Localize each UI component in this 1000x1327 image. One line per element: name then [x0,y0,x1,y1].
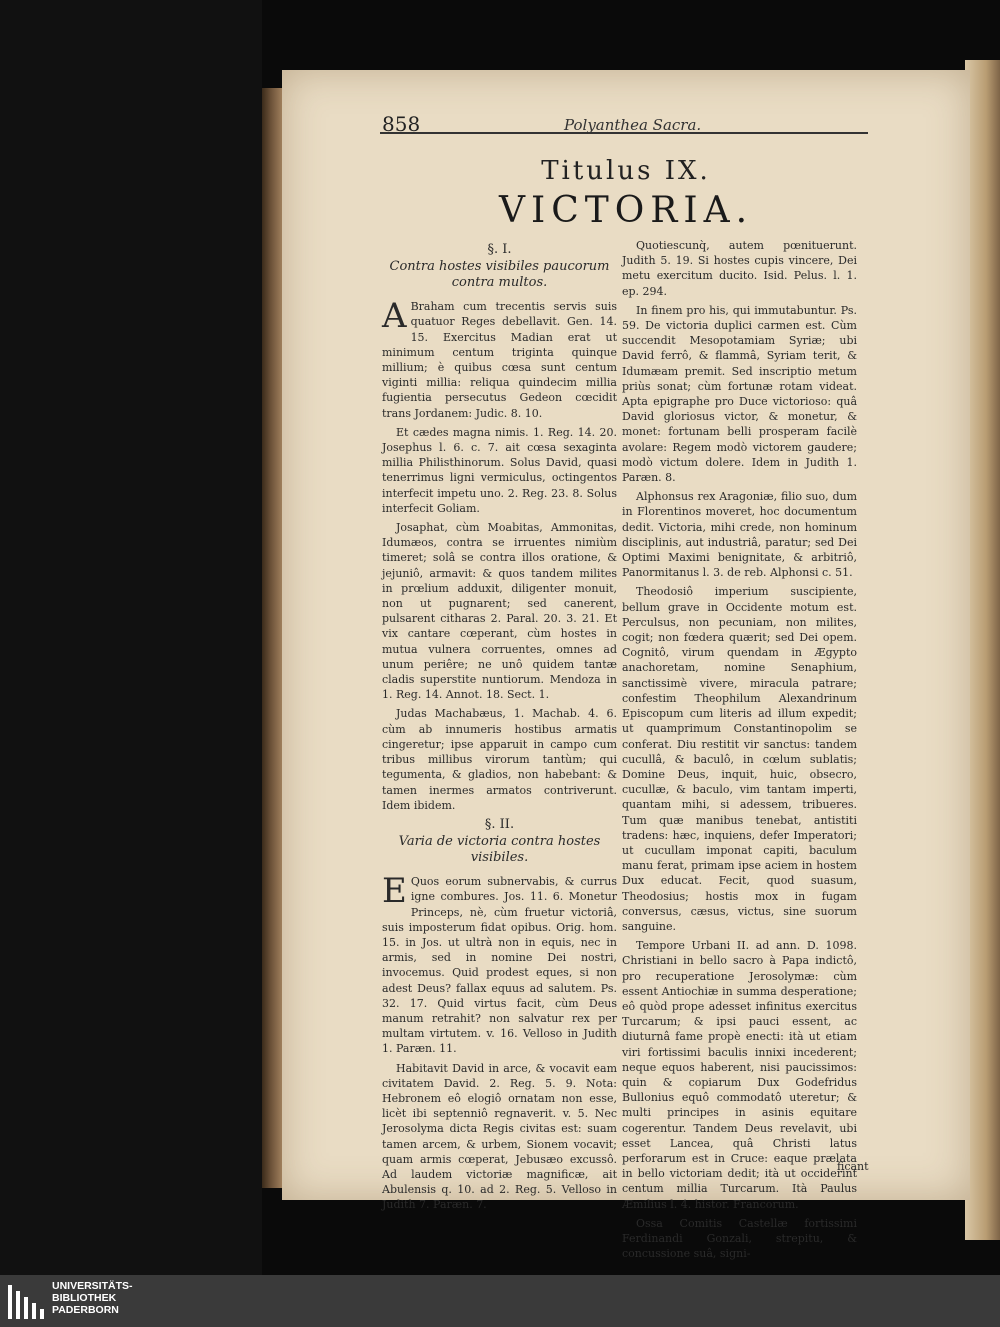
drop-cap: E [382,871,407,912]
section-heading: §. I. [487,242,512,257]
paragraph: Quotiescunq̀, autem pœnituerunt. Judith 5. 19. Si hostes cupis vincere, Dei metu exercitum ducito. Isid. Pelus. l. 1. ep. 294. [622,239,857,298]
main-title: VICTORIA. [498,190,754,231]
catchword: ficant [837,1160,869,1173]
paragraph: Tempore Urbani II. ad ann. D. 1098. Christiani in bello sacro à Papa indictô, pro recuperatione Jerosolymæ: cùm essent Antiochiæ in summa desperatione; eô quòd prope adesset infinitus exercitus Turcarum; & ipsi pauci essent, ac diuturnâ fame propè enecti: ità ut etiam viri fortissimi baculis innixi incederent; neque equos haberent, nisi paucissimos: quin & copiarum Dux Godefridus Bullonius equô commodatô uteretur; & multi principes in asinis equitare cogerentur. Tandem Deus revelavit, ubi esset Lancea, quâ Christi latus perforarum est in Cruce: eaque prælata in bello victoriam dedit; ità ut occiderint centum millia Turcarum. Ità Paulus Æmilius l. 4. histor. Francorum. [622,939,857,1211]
section-title: Varia de victoria contra hostes visibiles. [398,834,601,866]
paragraph: E Quos eorum subnervabis, & currus igne combures. Jos. 11. 6. Monetur Princeps, nè, cùm fruetur victoriâ, suis imposterum fidat opibus. Orig. hom. 15. in Jos. ut ultrà non in equis, nec in armis, sed in nomine Dei nostri, invocemus. Quid prodest eques, si non adest Deus? fallax equus ad salutem. Ps. 32. 17. Quid virtus facit, cùm Deus manum retrahit? non salvatur rex per multam virtutem. v. 16. Velloso in Judith 1. Paræn. 11. [382,871,617,1056]
page-header [382,112,872,142]
library-footer [0,1275,1000,1327]
section-title: Contra hostes visibiles paucorum contra multos. [389,259,610,291]
paragraph: Theodosiô imperium suscipiente, bellum grave in Occidente motum est. Perculsus, non pecuniam, non milites, cogit; non fœdera quærit; sed Dei opem. Cognitô, virum quendam in Ægypto anachoretam, nomine Senaphium, sanctissimè vivere, miracula patrare; confestim Theophilum Alexandrinum Episcopum cum literis ad illum expedit; ut quamprimum Constantinopolim se conferat. Diu restitit vir sanctus: tandem cucullâ, & baculô, in cœlum sublatis; Domine Deus, inquit, huic, obsecro, cucullæ, & baculo, vim tantam imperti, quantam mihi, si adessem, tribueres. Tum quæ manibus tenebat, antistiti tradens: hæc, inquiens, defer Imperatori; ut cucullam imponat capiti, baculum manu ferat, primam ipse aciem in hostem Dux educat. Fecit, quod suasum, Theodosius; hostis mox in fugam conversus, cæsus, victus, sine suorum sanguine. [622,585,857,933]
section-heading: §. II. [484,816,515,832]
book-page [282,70,970,1261]
paragraph: Alphonsus rex Aragoniæ, filio suo, dum in Florentinos moveret, hoc documentum dedit. Victoria, mihi crede, non hominum disciplinis, aut industriâ, paratur; sed Dei Optimi Maximi benignitate, & arbitriô, Panormitanus l. 3. de reb. Alphonsi c. 51. [622,490,857,580]
paragraph: Judas Machabæus, 1. Machab. 4. 6. cùm ab innumeris hostibus armatis cingeretur; ipse apparuit in campo cum tribus millibus virorum tantùm; qui tegumenta, & gladios, non habebant: & tamen inermes armatos contriverunt. Idem ibidem. [382,707,617,812]
paragraph: Et cædes magna nimis. 1. Reg. 14. 20. Josephus l. 6. c. 7. ait cœsa sexaginta millia Philisthinorum. Solus David, quasi tenerrimus ligni vermiculus, octingentos interfecit impetu uno. 2. Reg. 23. 8. Solus interfecit Goliam. [382,425,617,515]
title-line: Titulus IX. [541,156,711,186]
page-fore-edge [965,60,1000,1240]
right-column [622,238,857,1265]
paragraph: Josaphat, cùm Moabitas, Ammonitas, Idumæos, contra se irruentes nimiùm timeret; solâ se contra illos oratione, & jejuniô, armavit: & quos tandem milites in prœlium adduxit, diligenter monuit, non ut pugnarent; sed canerent, pulsarent citharas 2. Paral. 20. 3. 21. Et vix cantare cœperant, cùm hostes in mutua vulnera corruentes, omnes ad unum periêre; ne unô quidem tantæ cladis superstite nuntiorum. Mendoza in 1. Reg. 14. Annot. 18. Sect. 1. [382,521,617,702]
library-name: UNIVERSITÄTS- BIBLIOTHEK PADERBORN [52,1280,133,1316]
left-column [382,238,617,1217]
background-left [0,0,262,1275]
paragraph: In finem pro his, qui immutabuntur. Ps. 59. De victoria duplici carmen est. Cùm succendit Mesopotamiam Syriæ; ubi David ferrô, & flammâ, Syriam terit, & Idumæam premit. Sed inscriptio metum priùs sonat; cùm fortunæ rotam videat. Apta epigraphe pro Duce victorioso: quâ David gloriosus victor, & monetur, & monet: fortunam belli prosperam facilè avolare: Regem modò victorem gaudere; modò victum dolere. Idem in Judith 1. Paræn. 8. [622,303,857,485]
paragraph: Habitavit David in arce, & vocavit eam civitatem David. 2. Reg. 5. 9. Nota: Hebronem eô elogiô ornatam non esse, licèt ibi septenniô regnaverit. v. 5. Nec Jerosolyma dicta Regis civitas est: suam tamen arcem, & urbem, Sionem vocavit; quam armis cœperat, Jebusæo excussô. Ad laudem victoriæ magnificæ, ait Abulensis q. 10. ad 2. Reg. 5. Velloso in Judith 7. Paræn. 7. [382,1061,617,1212]
header-rule [380,132,868,134]
library-logo-icon [8,1285,48,1319]
book-spine-edge [262,88,284,1188]
paragraph: Ossa Comitis Castellæ fortissimi Ferdinandi Gonzali, strepitu, & concussione suâ, signi- [622,1216,857,1261]
paragraph: A Braham cum trecentis servis suis quatuor Reges debellavit. Gen. 14. 15. Exercitus Madian erat ut minimum centum triginta quinque millium; è quibus cœsa sunt centum viginti millia: reliqua quindecim millia fugientia persecutus Gedeon cœcidit trans Jordanem: Judic. 8. 10. [382,296,617,420]
running-head: Polyanthea Sacra. [564,116,702,134]
page-number: 858 [382,112,421,136]
drop-cap: A [382,296,407,337]
